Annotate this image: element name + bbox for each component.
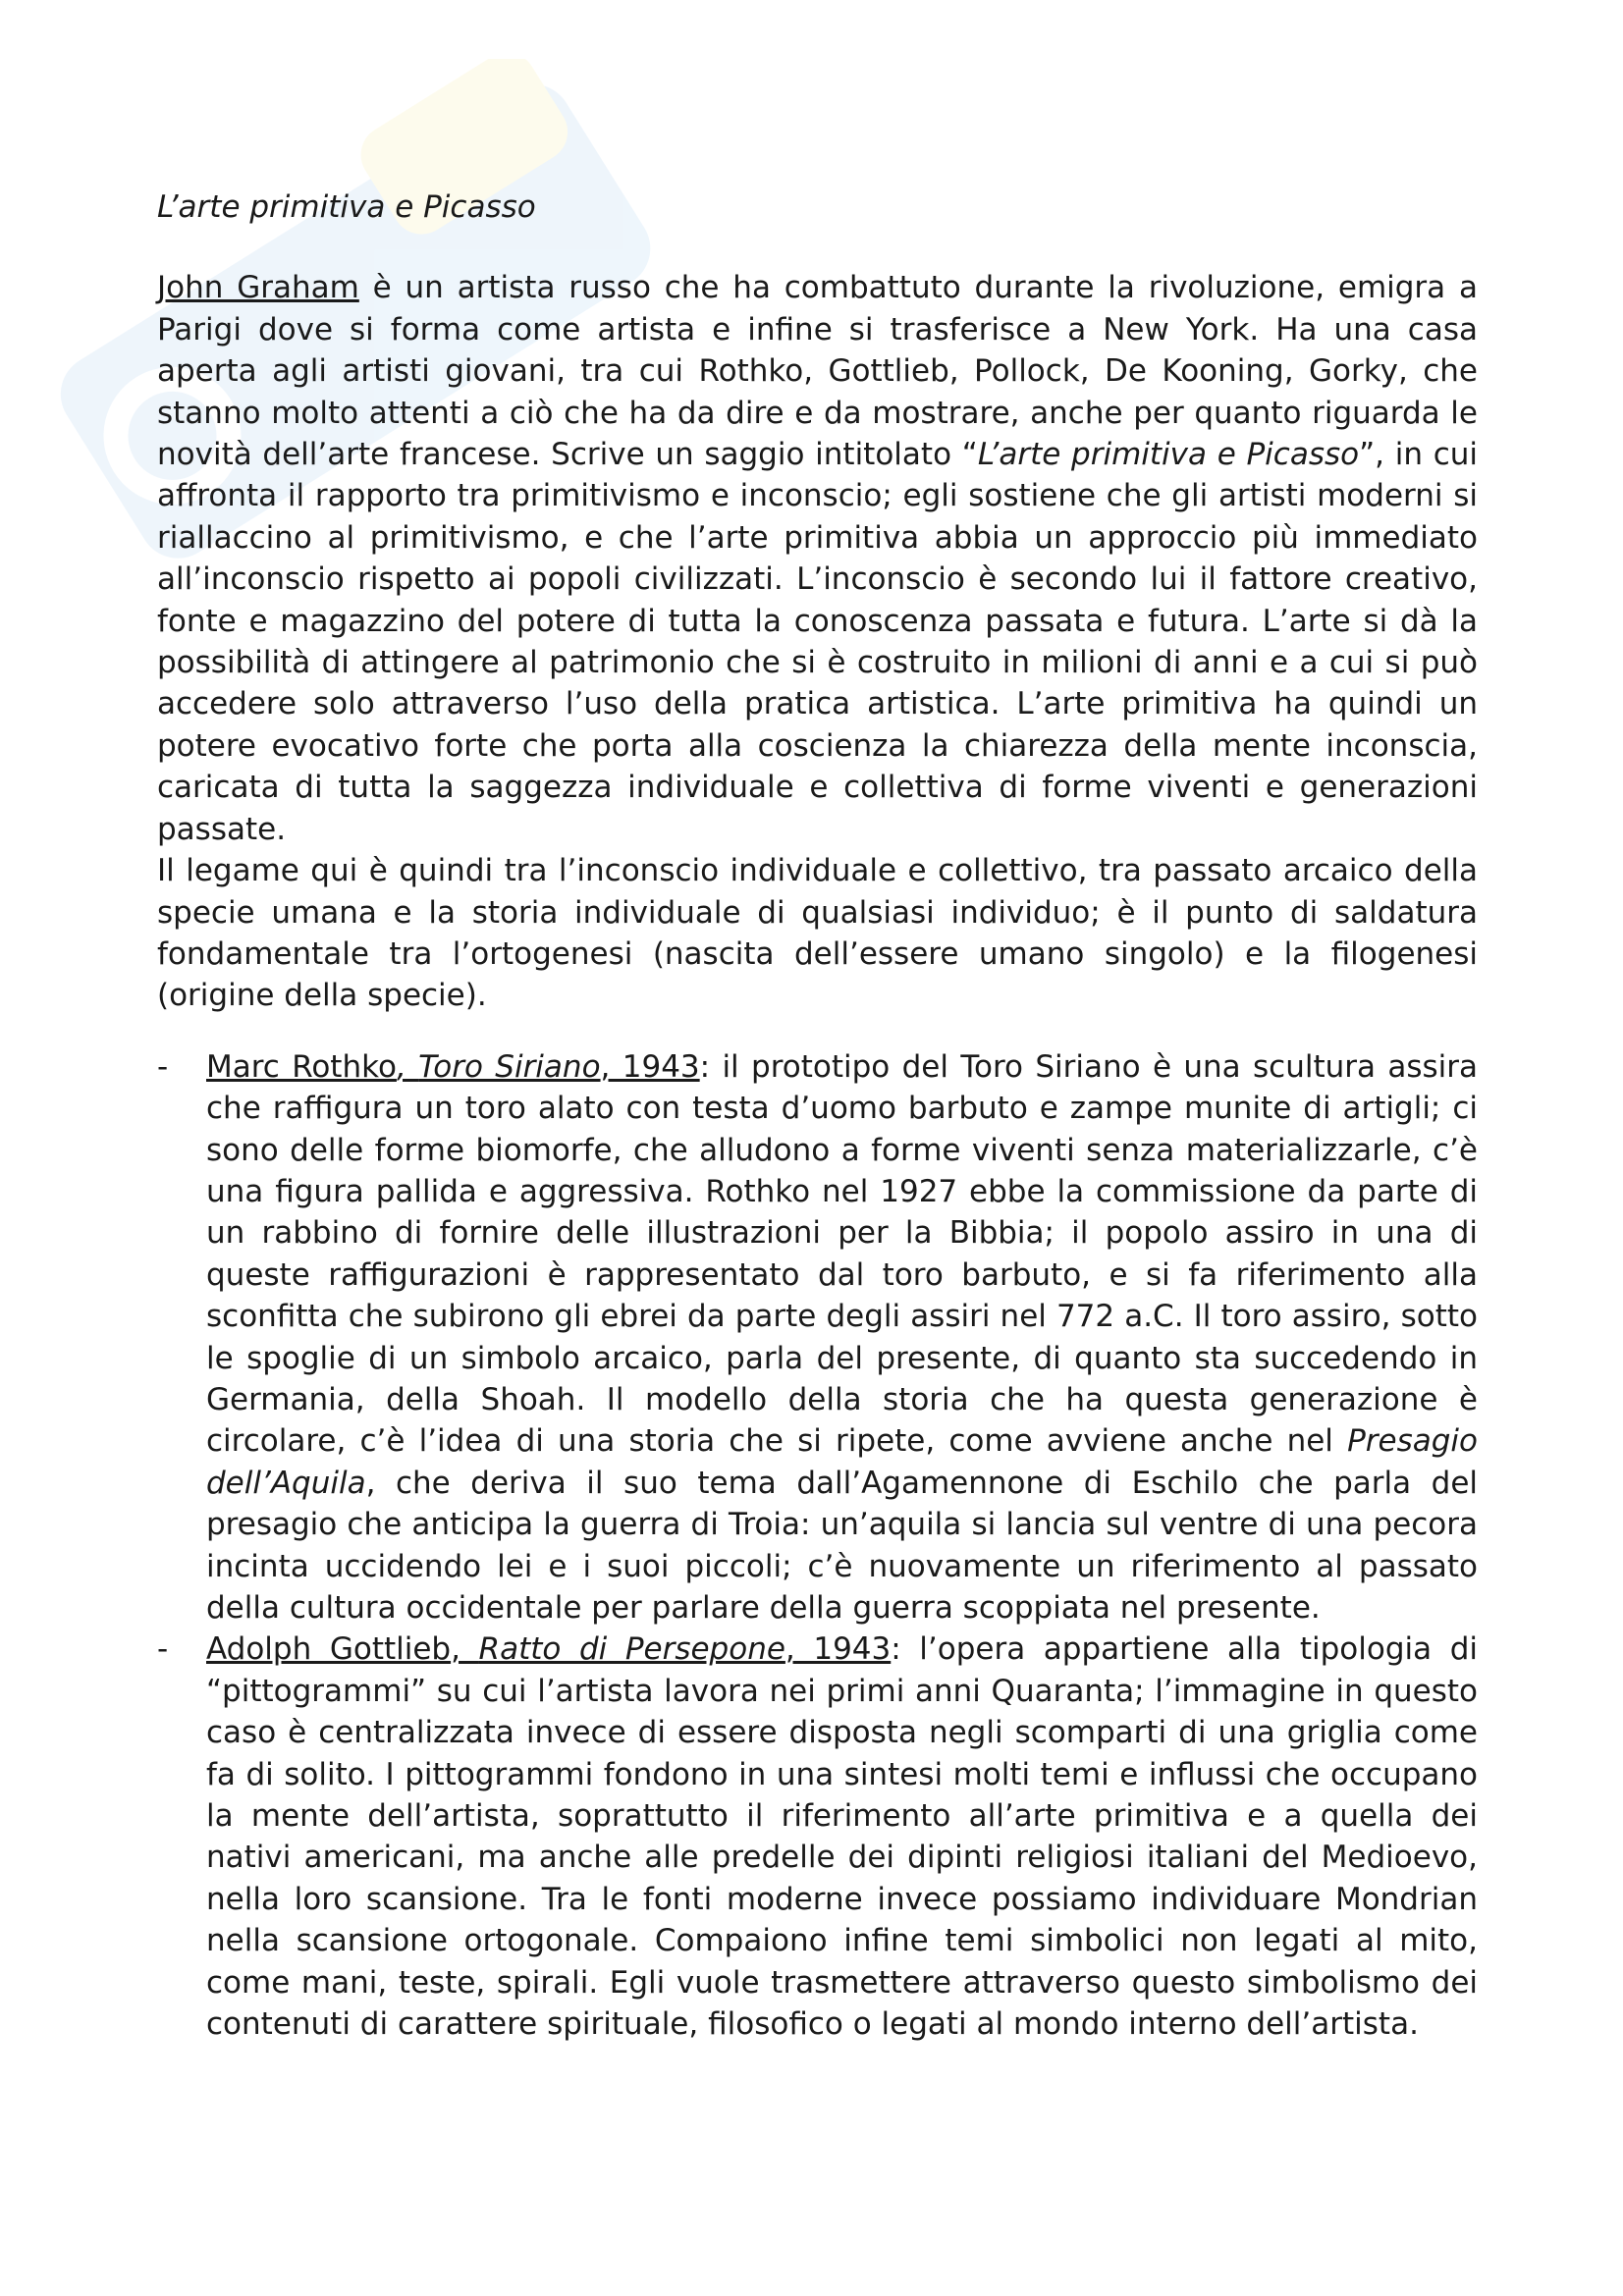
document-title: L’arte primitiva e Picasso xyxy=(157,189,536,225)
artwork-ref-gottlieb: Adolph Gottlieb, Ratto di Persepone, 1943 xyxy=(206,1631,892,1668)
intro-paragraph: John Graham è un artista russo che ha combattuto durante la rivoluzione, emigra a Parigi dove si forma come artista e infine si trasferisce a New York. Ha una casa aperta agli artisti giovani, tra cui Rothko, Gottlieb, Pollock, De Kooning, Gorky, che stanno molto attenti a ciò che ha da dire e da mostrare, anche per quanto riguarda le novità dell’arte francese. Scrive un saggio intitolato “L’arte primitiva e Picasso”, in cui affronta il rapporto tra primitivismo e inconscio; egli sostiene che gli artisti moderni si riallaccino al primitivismo, e che l’arte primitiva abbia un approccio più immediato all’inconscio rispetto ai popoli civilizzati. L’inconscio è secondo lui il fattore creativo, fonte e magazzino del potere di tutta la conoscenza passata e futura. L’arte si dà la possibilità di attingere al patrimonio che si è costruito in milioni di anni e a cui si può accedere solo attraverso l’uso della pratica artistica. L’arte primitiva ha quindi un potere evocativo forte che porta alla coscienza la chiarezza della mente inconscia, caricata di tutta la saggezza individuale e collettiva di forme viventi e generazioni passate. xyxy=(157,270,1479,847)
second-paragraph: Il legame qui è quindi tra l’inconscio individuale e collettivo, tra passato arcaico della specie umana e la storia individuale di qualsiasi individuo; è il punto di saldatura fondamentale tra l’ortogenesi (nascita dell’essere umano singolo) e la filogenesi (origine della specie). xyxy=(157,853,1478,1014)
artist-name-graham: John Graham xyxy=(157,270,359,306)
artwork-presagio: Presagio dell’Aquila xyxy=(206,1423,1478,1501)
list-item-rothko: - Marc Rothko, Toro Siriano, 1943: il prototipo del Toro Siriano è una scultura assira che raffigura un toro alato con testa d’uomo barbuto e zampe munite di artigli; ci sono delle forme biomorfe, che alludono a forme viventi senza materializzarle, c’è una figura pallida e aggressiva. Rothko nel 1927 ebbe la commissione da parte di un rabbino di fornire delle illustrazioni per la Bibbia; il popolo assiro in una di queste raffigurazioni è rappresentato dal toro barbuto, e si fa riferimento alla sconfitta che subirono gli ebrei da parte degli assiri nel 772 a.C. Il toro assiro, sotto le spoglie di un simbolo arcaico, parla del presente, di quanto sta succedendo in Germania, della Shoah. Il modello della storia che ha questa generazione è circolare, c’è l’idea di una storia che si ripete, come avviene anche nel Presagio dell’Aquila, che deriva il suo tema dall’Agamennone di Eschilo che parla del presagio che anticipa la guerra di Troia: un’aquila si lancia sul ventre di una pecora incinta uccidendo lei e i suoi piccoli; c’è nuovamente un riferimento al passato della cultura occidentale per parlare della guerra scoppiata nel presente. xyxy=(157,1046,1478,1629)
list-bullet: - xyxy=(157,1631,169,1668)
document-body xyxy=(157,187,1478,2045)
essay-title: L’arte primitiva e Picasso xyxy=(977,437,1360,473)
list-bullet: - xyxy=(157,1048,169,1085)
list-item-gottlieb: - Adolph Gottlieb, Ratto di Persepone, 1943: l’opera appartiene alla tipologia di “pittogrammi” su cui l’artista lavora nei primi anni Quaranta; l’immagine in questo caso è centralizzata invece di essere disposta negli scomparti di una griglia come fa di solito. I pittogrammi fondono in una sintesi molti temi e influssi che occupano la mente dell’artista, soprattutto il riferimento all’arte primitiva e a quella dei nativi americani, ma anche alle predelle dei dipinti religiosi italiani del Medioevo, nella loro scansione. Tra le fonti moderne invece possiamo individuare Mondrian nella scansione ortogonale. Compaiono infine temi simbolici non legati al mito, come mani, teste, spirali. Egli vuole trasmettere attraverso questo simbolismo dei contenuti di carattere spirituale, filosofico o legati al mondo interno dell’artista. xyxy=(157,1629,1478,2045)
artwork-list xyxy=(157,1046,1478,2046)
artwork-ref-rothko: Marc Rothko, Toro Siriano, 1943 xyxy=(206,1048,700,1085)
